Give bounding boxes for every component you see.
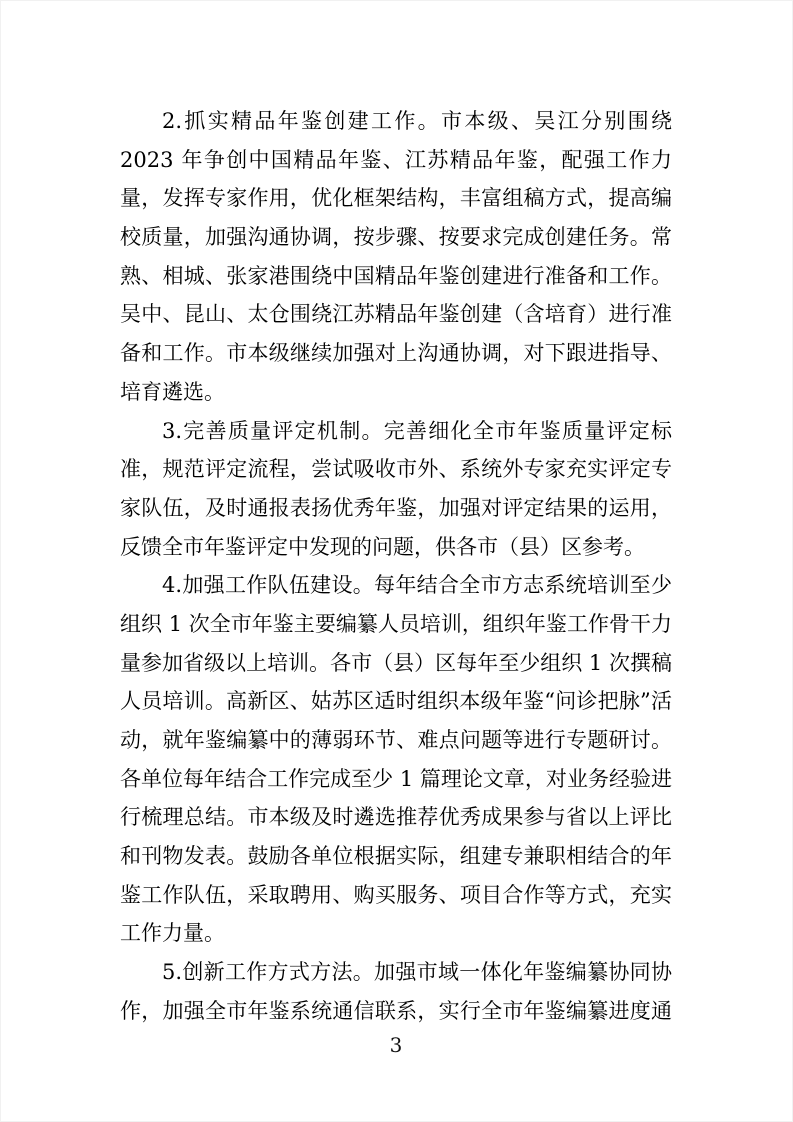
text-line: 熟、相城、张家港围绕中国精品年鉴创建进行准备和工作。: [120, 263, 672, 288]
text-line: 量参加省级以上培训。各市（县）区每年至少组织 1 次撰稿: [120, 650, 672, 675]
text-line: 3.完善质量评定机制。完善细化全市年鉴质量评定标: [162, 418, 672, 443]
text-line: 2023 年争创中国精品年鉴、江苏精品年鉴，配强工作力: [120, 147, 672, 172]
paragraph: [120, 953, 672, 1030]
text-line: 人员培训。高新区、姑苏区适时组织本级年鉴“问诊把脉”活: [120, 689, 672, 714]
text-line: 4.加强工作队伍建设。每年结合全市方志系统培训至少: [162, 573, 672, 598]
text-line: 准，规范评定流程，尝试吸收市外、系统外专家充实评定专: [120, 457, 672, 482]
text-line: 作，加强全市年鉴系统通信联系，实行全市年鉴编纂进度通: [120, 998, 672, 1023]
document-body: [120, 102, 672, 1031]
text-line: 备和工作。市本级继续加强对上沟通协调，对下跟进指导、: [120, 341, 672, 366]
text-line: 5.创新工作方式方法。加强市域一体化年鉴编纂协同协: [162, 960, 672, 985]
text-line: 反馈全市年鉴评定中发现的问题，供各市（县）区参考。: [120, 534, 645, 559]
text-line: 2.抓实精品年鉴创建工作。市本级、吴江分别围绕: [162, 109, 672, 133]
paragraph: [120, 566, 672, 953]
text-line: 培育遴选。: [120, 379, 225, 404]
page-number: 3: [389, 1032, 403, 1057]
text-line: 校质量，加强沟通协调，按步骤、按要求完成创建任务。常: [120, 225, 672, 250]
text-line: 吴中、昆山、太仓围绕江苏精品年鉴创建（含培育）进行准: [120, 302, 672, 327]
text-line: 鉴工作队伍，采取聘用、购买服务、项目合作等方式，充实: [120, 882, 672, 907]
paragraph: [120, 412, 672, 567]
paragraph: [120, 102, 672, 412]
text-line: 各单位每年结合工作完成至少 1 篇理论文章，对业务经验进: [120, 766, 672, 791]
text-line: 行梳理总结。市本级及时遴选推荐优秀成果参与省以上评比: [120, 805, 672, 830]
text-line: 工作力量。: [120, 921, 225, 946]
text-line: 量，发挥专家作用，优化框架结构，丰富组稿方式，提高编: [120, 186, 672, 211]
text-line: 家队伍，及时通报表扬优秀年鉴，加强对评定结果的运用，: [120, 495, 672, 520]
text-line: 组织 1 次全市年鉴主要编纂人员培训，组织年鉴工作骨干力: [120, 611, 672, 636]
text-line: 动，就年鉴编纂中的薄弱环节、难点问题等进行专题研讨。: [120, 728, 672, 752]
text-line: 和刊物发表。鼓励各单位根据实际，组建专兼职相结合的年: [120, 844, 672, 869]
